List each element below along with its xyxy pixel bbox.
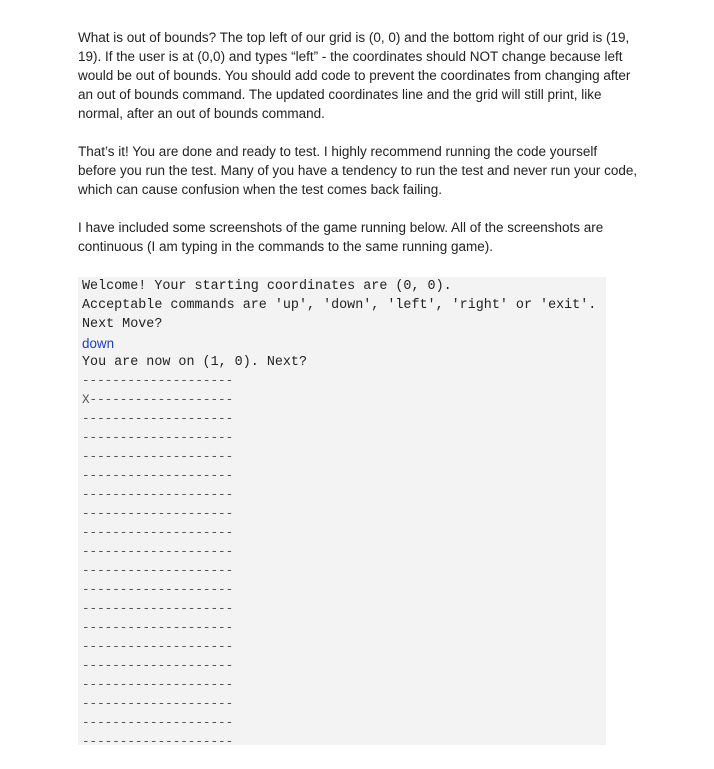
grid-row: -------------------- — [82, 431, 234, 445]
grid-row: -------------------- — [82, 450, 234, 464]
paragraph-ready-to-test: That’s it! You are done and ready to test. I highly recommend running the code yourself before you run the test. Many of you have a tendency to run the test and never run your code, which can cause confusion when the test comes back failing. — [78, 144, 638, 197]
grid-row: -------------------- — [82, 469, 234, 483]
paragraph-screenshots-intro: I have included some screenshots of the game running below. All of the screenshots are continuous (I am typing in the commands to the same running game). — [78, 220, 604, 254]
grid-row: -------------------- — [82, 583, 234, 597]
grid-row: -------------------- — [82, 488, 234, 502]
console-output — [78, 277, 606, 749]
grid-row: -------------------- — [82, 602, 234, 616]
grid-row: X------------------- — [82, 393, 234, 407]
console-acceptable-commands-line: Acceptable commands are 'up', 'down', 'left', 'right' or 'exit'. — [82, 298, 597, 313]
paragraph-out-of-bounds: What is out of bounds? The top left of our grid is (0, 0) and the bottom right of our grid is (19, 19). If the user is at (0,0) and types “left” - the coordinates should NOT change because left would be out of bounds. You should add code to prevent the coordinates from changing after an out of bounds command. The updated coordinates line and the grid will still print, like normal, after an out of bounds command. — [78, 30, 631, 121]
console-status-line: You are now on (1, 0). Next? — [82, 355, 307, 370]
grid-row: -------------------- — [82, 659, 234, 673]
document-body — [78, 28, 638, 275]
grid-row: -------------------- — [82, 621, 234, 635]
console-welcome-line: Welcome! Your starting coordinates are (0, 0). — [82, 279, 452, 294]
grid-row: -------------------- — [82, 374, 234, 388]
grid-row: -------------------- — [82, 507, 234, 521]
console-lines — [82, 277, 602, 752]
console-prompt-line: Next Move? — [82, 317, 163, 332]
console-user-input: down — [82, 336, 115, 351]
grid-row: -------------------- — [82, 716, 234, 730]
grid-row: -------------------- — [82, 526, 234, 540]
grid-row: -------------------- — [82, 545, 234, 559]
grid-row: -------------------- — [82, 697, 234, 711]
grid-row: -------------------- — [82, 412, 234, 426]
grid-row: -------------------- — [82, 735, 234, 749]
grid-row: -------------------- — [82, 640, 234, 654]
grid-row: -------------------- — [82, 678, 234, 692]
grid-row: -------------------- — [82, 564, 234, 578]
